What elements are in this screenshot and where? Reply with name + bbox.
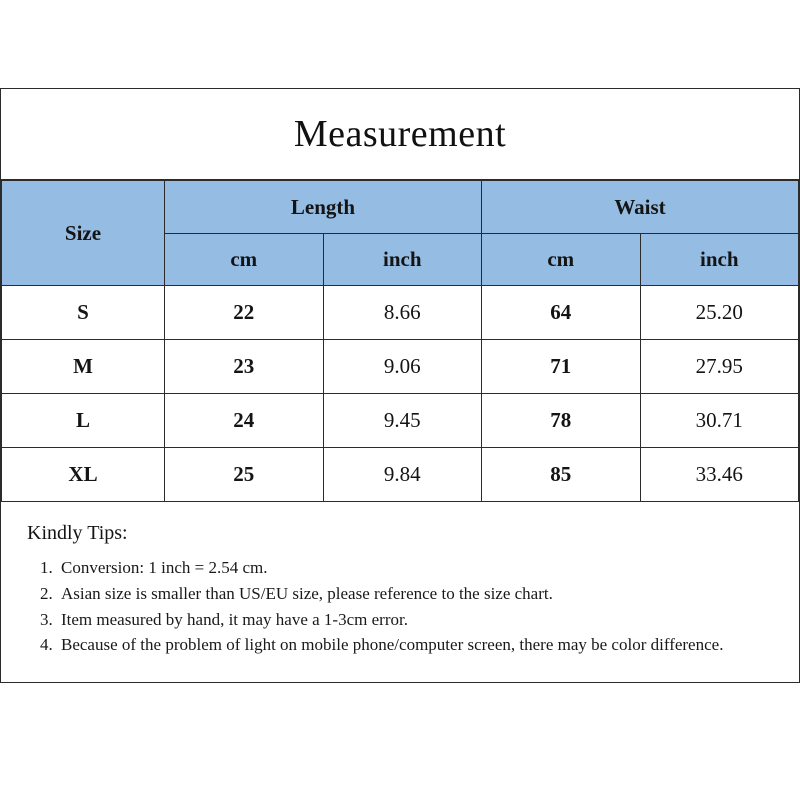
- list-item: 3. Item measured by hand, it may have a 1-3cm error.: [57, 607, 773, 633]
- cell-length-inch: 8.66: [323, 286, 482, 340]
- cell-length-cm: 24: [165, 394, 324, 448]
- table-row: [2, 340, 799, 394]
- table-row: [2, 448, 799, 502]
- column-header-waist-inch: inch: [640, 234, 799, 286]
- cell-size: L: [2, 394, 165, 448]
- cell-waist-cm: 78: [482, 394, 641, 448]
- table-head: [2, 181, 799, 286]
- cell-length-cm: 23: [165, 340, 324, 394]
- table-body: [2, 286, 799, 502]
- cell-length-inch: 9.84: [323, 448, 482, 502]
- cell-length-cm: 25: [165, 448, 324, 502]
- cell-waist-inch: 33.46: [640, 448, 799, 502]
- measurement-card: [0, 88, 800, 683]
- size-chart-table: [1, 180, 799, 502]
- cell-length-inch: 9.06: [323, 340, 482, 394]
- column-header-length-cm: cm: [165, 234, 324, 286]
- cell-waist-inch: 30.71: [640, 394, 799, 448]
- cell-waist-cm: 85: [482, 448, 641, 502]
- cell-waist-cm: 64: [482, 286, 641, 340]
- tips-heading: Kindly Tips:: [27, 522, 128, 544]
- list-item: 4. Because of the problem of light on mobile phone/computer screen, there may be color difference.: [57, 632, 773, 658]
- column-header-length: Length: [165, 181, 482, 234]
- cell-size: S: [2, 286, 165, 340]
- kindly-tips-section: [1, 502, 799, 682]
- cell-waist-inch: 25.20: [640, 286, 799, 340]
- cell-waist-cm: 71: [482, 340, 641, 394]
- column-header-waist-cm: cm: [482, 234, 641, 286]
- table-header-group-row: [2, 181, 799, 234]
- table-row: [2, 394, 799, 448]
- title-bar: [1, 89, 799, 180]
- column-header-length-inch: inch: [323, 234, 482, 286]
- list-item: 1. Conversion: 1 inch = 2.54 cm.: [57, 555, 773, 581]
- cell-size: XL: [2, 448, 165, 502]
- table-row: [2, 286, 799, 340]
- list-item: 2. Asian size is smaller than US/EU size, please reference to the size chart.: [57, 581, 773, 607]
- cell-waist-inch: 27.95: [640, 340, 799, 394]
- cell-length-inch: 9.45: [323, 394, 482, 448]
- tips-list: [27, 555, 773, 658]
- cell-size: M: [2, 340, 165, 394]
- column-header-size: Size: [2, 181, 165, 286]
- cell-length-cm: 22: [165, 286, 324, 340]
- page-title: Measurement: [293, 113, 507, 155]
- column-header-waist: Waist: [482, 181, 799, 234]
